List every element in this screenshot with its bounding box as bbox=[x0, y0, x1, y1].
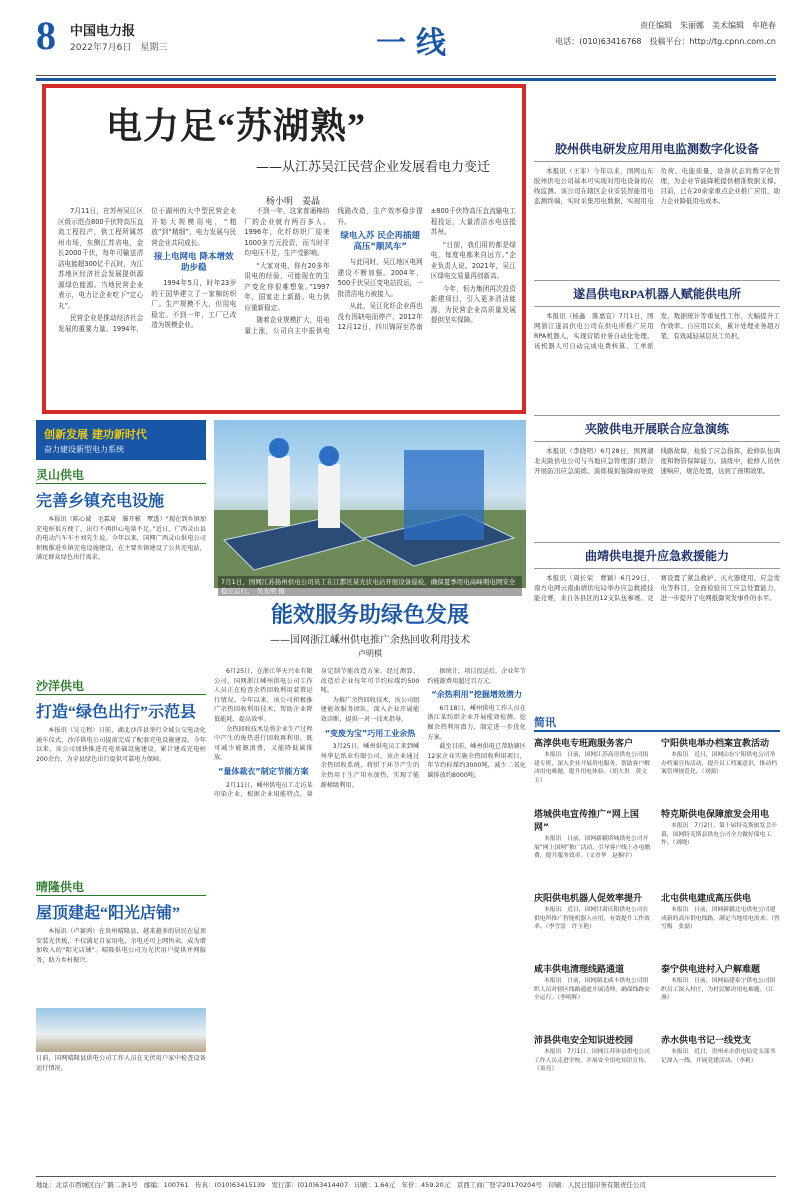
page-header bbox=[36, 14, 776, 76]
left-column bbox=[36, 464, 206, 1073]
small-photo[interactable] bbox=[36, 1008, 206, 1052]
paragraph: 6月25日，在浙江华天兴业有限公司，国网浙江嵊州供电公司工作人员正在检查余热回收利用装置运行情况。今年以来，该公司积极推广余热回收利用技术，帮助企业降低能耗、提高效率。 bbox=[214, 668, 313, 723]
article-title: 胶州供电研发应用用电监测数字化设备 bbox=[554, 142, 759, 156]
paragraph: 民营企业是推动经济社会发展的重要力量。1994年，位于湖州的大中型民营企业开始大规模用电，“粗放”到“精细”，电力发展与民营企业共同成长。 bbox=[58, 207, 237, 333]
brief-title: 高淳供电专班跑服务客户 bbox=[534, 739, 634, 749]
article-headline: 打造“绿色出行”示范县 bbox=[36, 704, 197, 721]
briefs-tag: 简讯 bbox=[534, 714, 780, 732]
paragraph: 本报讯（王菲）今年以来，国网山东胶州供电公司基本可实现对用电设备的在线监测。该公司在辖区企业安装智能用电监测终端，实时采集用电数据，实现用电负荷、电能质量、设备状态的数字化管理，为企业节能降耗提供精准数据支撑。目前，已在20余家重点企业推广应用，助力企业降低用电成本。 bbox=[534, 167, 780, 205]
briefs bbox=[534, 714, 780, 1100]
brief-body: 本报讯 日前，国网江苏高淳供电公司组建专班，深入企业开展用电服务，帮助客户解决用电难题，提升用电体验。（胡大贵 黄文玉） bbox=[534, 752, 650, 784]
article-body bbox=[534, 311, 780, 411]
right-column bbox=[534, 140, 780, 665]
article[interactable] bbox=[534, 140, 780, 276]
paragraph: “大家对电，你有20多年用电的经验，可能现在的生产变化你很难想象。”1997年，国家走上新路。电力供应重新稳定。 bbox=[244, 261, 330, 312]
paragraph: 本报讯（陈心诚 毛霖琦 滕开雅 覃透）“现在到乡镇加充电桩很方便了，出行不再担心电量不足。”近日，广西灵山县的电动汽车车主刘先生说。今年以来，国网广西灵山供电公司积极推进乡镇充电设施建设，在主要乡镇建设了公共充电站，满足群众绿色出行需求。 bbox=[36, 516, 206, 562]
editors: 责任编辑 朱丽娜 美术编辑 牟艳春 bbox=[640, 21, 776, 30]
divider bbox=[534, 306, 780, 307]
feature-body bbox=[58, 206, 516, 406]
divider bbox=[534, 441, 780, 442]
header-rule bbox=[36, 78, 776, 81]
article-body bbox=[36, 927, 206, 1005]
brief-title: 沛县供电安全知识进校园 bbox=[534, 1036, 634, 1046]
article[interactable] bbox=[36, 878, 206, 1073]
brief-body: 本报讯 日前，国网福建泰宁供电公司组织员工深入村庄，为村民解决用电难题。（江燕） bbox=[661, 978, 776, 1002]
small-photo-caption: 日前，国网晴隆县供电公司工作人员在光伏用户家中检查设备运行情况。 bbox=[36, 1055, 206, 1072]
article-body bbox=[36, 515, 206, 675]
news-photo[interactable] bbox=[214, 420, 526, 588]
article-body bbox=[534, 446, 780, 538]
mid-author: 卢明棋 bbox=[358, 649, 382, 658]
paragraph: 本报讯（周长荣 曹颖）6月29日，南方电网云南曲靖供电局举办应急救援技能竞赛，来自各县区的12支队伍参赛。竞赛设置了紧急救护、灭火器使用、应急发电等科目，全面检验员工应急处置能力，进一步提升了电网抵御突发事件的水平。 bbox=[534, 574, 780, 602]
divider bbox=[534, 415, 780, 416]
paragraph: 截至目前，嵊州供电已帮助辖区12家企业实施余热回收利用项目，年节约标煤约3000吨，减少二氧化碳排放约8000吨。 bbox=[427, 743, 526, 779]
paragraph: 随着企业规模扩大，用电量上涨，公司自主申报供电线路改造，生产效率稳步提升。 bbox=[244, 207, 423, 335]
subhead: “变废为宝”巧用工业余热 bbox=[324, 728, 416, 738]
paragraph: 1994年5月，时年23岁的王国华建立了一家棉纺织厂。生产规模不大，但用电稳定。不到一年，工厂已改造为规模企业。 bbox=[151, 279, 237, 329]
brief-title: 咸丰供电清理线路通道 bbox=[534, 965, 625, 975]
brief-item[interactable] bbox=[534, 1033, 653, 1100]
brief-item[interactable] bbox=[661, 736, 780, 803]
brief-body: 本报讯 7月1日，国网江苏沛县供电公司工作人员走进学校，开展安全用电知识宣传。（童亮） bbox=[534, 1049, 650, 1073]
brief-item[interactable] bbox=[534, 962, 653, 1029]
brief-title: 赤水供电书记一线党支 bbox=[661, 1036, 752, 1046]
article[interactable] bbox=[534, 547, 780, 665]
brief-body: 本报讯 日前，国网湖北咸丰供电公司组织人员对辖区线路通道开展清理，确保线路安全运行。（李明辉） bbox=[534, 978, 650, 1002]
brief-body: 本报讯 近日，贵州赤水供电局党支部书记深入一线，开展党建活动。（李莉） bbox=[661, 1049, 776, 1064]
paragraph: 本报讯（吴元程）日前，湖北沙洋县举行全域公交电动化通车仪式，沙洋供电公司提前完成了配套充电设施建设。今年以来，该公司加快推进充电基础设施建设，累计建成充电桩200余台，为全县绿色出行提供可靠电力保障。 bbox=[36, 727, 206, 763]
subhead: 接上电网电 降本增效助步稳 bbox=[154, 252, 234, 273]
brief-item[interactable] bbox=[534, 807, 653, 887]
photo-caption: 7月1日，国网江苏扬州供电公司员工在江都区某光伏电站开展设备巡检，确保夏季用电高峰期电网安全稳定运行。 吴光明 摄 bbox=[218, 576, 522, 596]
brief-item[interactable] bbox=[661, 1033, 780, 1100]
feature-subtitle: ——从江苏吴江民营企业发展看电力变迁 bbox=[256, 160, 491, 175]
paragraph: 据统计，项目投运后，企业年节约能源费用超过百万元。 bbox=[427, 668, 526, 685]
paragraph: 2月11日，嵊州供电员工走访某印染企业，根据企业用能特点，量身定制节能改造方案。经过测算，改造后企业每年可节约标煤约500吨。 bbox=[214, 668, 420, 799]
brief-body: 本报讯 近日，国网山东宁阳供电公司举办档案宣传活动，提升员工档案意识，推动档案管理规范化。（刘强） bbox=[661, 752, 777, 776]
divider bbox=[534, 568, 780, 569]
article-headline: 屋顶建起“阳光店铺” bbox=[36, 905, 181, 922]
banner-subtitle: 奋力建设新型电力系统 bbox=[44, 445, 124, 454]
page-number: 8 bbox=[36, 13, 56, 58]
hotline: 电话：(010)63416768 投稿平台：http://tg.cpnn.com.cn bbox=[555, 37, 776, 46]
section-title: 一线 bbox=[376, 26, 456, 61]
article-headline: 完善乡镇充电设施 bbox=[36, 493, 165, 510]
page-footer: 地址：北京市西城区白广路二条1号 邮编：100761 传真：(010)63415139 发行部：(010)63414407 印刷：1.64元 年价：459.20元 京西工商广登字20170204号 印刷：人民日报印务有限责任公司 bbox=[36, 1176, 776, 1189]
mid-article[interactable] bbox=[214, 598, 526, 1165]
article[interactable] bbox=[534, 285, 780, 411]
mid-body bbox=[214, 667, 526, 1165]
article[interactable] bbox=[534, 420, 780, 538]
paragraph: 今年，恒力集团再次投资新建项目，引入更多清洁能源，为民营企业高质量发展提供坚实保障。 bbox=[430, 284, 516, 324]
brief-title: 塔城供电宣传推广“网上国网” bbox=[534, 810, 639, 833]
mid-subtitle: ——国网浙江嵊州供电推广余热回收利用技术 bbox=[270, 635, 470, 646]
brief-item[interactable] bbox=[661, 962, 780, 1029]
article-title: 遂昌供电RPA机器人赋能供电所 bbox=[573, 287, 741, 301]
brief-body: 本报讯 日前，国网新疆塔城供电公司开展“网上国网”推广活动，引导客户线上办电缴费，提升服务效率。（文青华 赵桐宇） bbox=[534, 836, 651, 860]
section-label: 晴隆供电 bbox=[36, 878, 206, 896]
article-title: 夹陂供电开展联合应急演练 bbox=[584, 422, 729, 436]
featured-article[interactable] bbox=[42, 84, 526, 414]
banner-title: 创新发展 建功新时代 bbox=[44, 428, 147, 441]
brief-body: 本报讯 近日，国网甘肃庆阳供电公司在供电所推广智能机器人应用，有效提升工作效率。（李雪雷 许玉艳） bbox=[534, 907, 650, 931]
article-body bbox=[534, 166, 780, 276]
paragraph: 3月25日，嵊州供电员工来到嵊州华亿纸业有限公司，该企业通过余热回收系统，将烘干环节产生的余热用于生产用水加热，实现了能源梯级利用。 bbox=[320, 743, 420, 789]
paragraph: 与此同时，吴江地区电网建设不断加强。2004年，500千伏吴江变电站投运，一批清洁电力被接入。 bbox=[337, 258, 423, 298]
paragraph: “目前，我们用的都是绿电，每度电都来自远方。”企业负责人说。2021年，吴江区绿电交易量再创新高。 bbox=[430, 240, 516, 280]
brief-title: 泰宁供电进村入户解难题 bbox=[661, 965, 761, 975]
article[interactable] bbox=[36, 466, 206, 675]
feature-authors: 杨小明 姜晶 bbox=[266, 197, 321, 207]
brief-title: 庆阳供电机器人促效率提升 bbox=[534, 894, 643, 904]
divider bbox=[534, 280, 780, 281]
brief-title: 宁阳供电举办档案宣教活动 bbox=[661, 739, 770, 749]
paragraph: 本报讯（卢赛鸿）在贵州晴隆县，越来越多的居民在屋顶安装光伏板，不仅满足自家用电，余电还可上网售卖，成为增加收入的“阳光店铺”。晴隆供电公司为光伏用户提供并网服务，助力乡村振兴。 bbox=[36, 928, 206, 964]
article[interactable] bbox=[36, 677, 206, 876]
paragraph: 余热回收技术是将企业生产过程中产生的废热进行回收再利用，既可减少能源浪费，又能降低碳排放。 bbox=[214, 725, 313, 762]
brief-title: 北屯供电建成高压供电 bbox=[661, 894, 752, 904]
brief-body: 本报讯 日前，国网新疆北屯供电公司建成新的高压供电线路，满足当地用电需求。（曾雪梅 张磊） bbox=[661, 907, 780, 931]
paper-date: 2022年7月6日 星期三 bbox=[70, 43, 168, 53]
paragraph: 7月11日，在苏州吴江区区级示范点800千伏特高压直流工程投产，供工程所属苏州市场，东侧江苏省电，金长2000千伏，每年可输送清洁电能超300亿千瓦时，为江苏地区经济社会发展提供源源绿色能源。当地民营企业表示，电力让企业吃下“定心丸”。 bbox=[58, 207, 144, 310]
brief-item[interactable] bbox=[534, 736, 653, 803]
brief-title: 特克斯供电保障旅发会用电 bbox=[661, 810, 770, 820]
paper-name: 中国电力报 bbox=[70, 24, 136, 39]
paragraph: 本报讯（李晓明）6月28日，国网湖北夹陂供电公司与当地应急管理部门联合开展防汛应急演练。演练模拟强降雨导致线路故障，检验了应急指挥、抢修队伍调度和物资保障能力。演练中，抢修人员快速响应，规范处置，达到了预期效果。 bbox=[534, 447, 780, 475]
brief-item[interactable] bbox=[661, 891, 780, 958]
brief-body: 本报讯 7月2日，第十届特克斯旅发会开幕，国网特克斯县供电公司全力做好保电工作。（刘晓） bbox=[661, 823, 777, 847]
subhead: 绿电入苏 民企再插翅高压“顺风车” bbox=[340, 231, 420, 252]
subhead: “余热利用”挖掘增效潜力 bbox=[431, 690, 522, 700]
paragraph: 6月18日，嵊州供电工作人员在浙江某纺织企业开展能效检测，挖掘余热利用潜力，制定进一步优化方案。 bbox=[427, 704, 526, 741]
article-body bbox=[36, 726, 206, 876]
article-title: 曲靖供电提升应急救援能力 bbox=[584, 549, 729, 563]
section-label: 沙洋供电 bbox=[36, 677, 206, 695]
left-banner bbox=[36, 420, 206, 460]
article-body bbox=[534, 573, 780, 665]
brief-item[interactable] bbox=[534, 891, 653, 958]
photo-illustration bbox=[214, 420, 526, 588]
paragraph: 不到一年，这家普通棉纺厂的企业就有两百多人。1996年，化纤纺织厂迎来1000多万元投资，而当时平均电压不足，生产受影响。 bbox=[244, 207, 330, 257]
briefs-grid bbox=[534, 736, 780, 1100]
section-label: 灵山供电 bbox=[36, 466, 206, 484]
divider bbox=[534, 161, 780, 162]
feature-title: 电力足“苏湖熟” bbox=[106, 106, 367, 146]
divider bbox=[534, 542, 780, 543]
paragraph: 为推广余热回收技术，该公司组建能效服务团队，深入企业开展能效诊断，提供一对一技术指导。 bbox=[320, 696, 420, 723]
mid-headline: 能效服务助绿色发展 bbox=[270, 602, 469, 627]
subhead: “量体裁衣”制定节能方案 bbox=[218, 766, 309, 776]
paragraph: 本报讯（杨鑫 陈嘉宜）7月1日，国网浙江遂昌供电公司在供电所推广应用RPA机器人，实现营销业务自动化处理。该机器人可自动完成电费核算、工单派发、数据统计等重复性工作，大幅提升工作效率。自应用以来，累计处理业务超万笔，有效减轻基层员工负担。 bbox=[534, 312, 780, 350]
paragraph: 从此，吴江化纤企业再也没有因缺电而停产。2012年12月12日，四川锦屏至苏南±800千伏特高压直流输电工程投运，大量清洁水电送抵苏州。 bbox=[337, 207, 516, 331]
brief-item[interactable] bbox=[661, 807, 780, 887]
